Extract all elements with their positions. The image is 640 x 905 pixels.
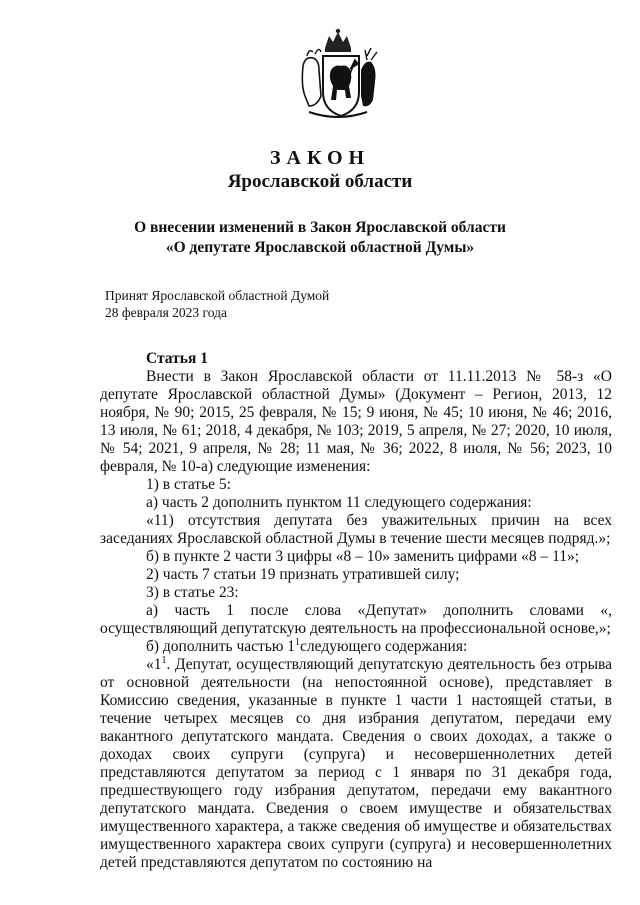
paragraph: 2) часть 7 статьи 19 признать утратившей силу; <box>146 566 460 583</box>
law-heading-line-1: О внесении изменений в Закон Ярославской области <box>134 219 506 236</box>
paragraph-text: . Депутат, осуществляющий депутатскую деятельность без отрыва от основной деятельности (на непостоянной основе), представляет в Комиссию сведения, указанные в пункте 1 части 1 настоящей статьи, в течение четырех месяцев со дня избрания депутатом, передачи ему вакантного депутатского мандата. Сведения о своих доходах, а также о доходах своих супруги (супруга) и несовершеннолетних детей представляются депутатом за период с 1 января по 31 декабря года, предшествующего году избрания депутатом, передачи ему вакантного депутатского мандата. Сведения о своем имуществе и обязательствах имущественного характера, а также сведения об имуществе и обязательствах имущественного характера своих супруги (супруга) и несовершеннолетних детей представляются депутатом по состоянию на <box>100 656 612 871</box>
paragraph: «11) отсутствия депутата без уважительных причин на всех заседаниях Ярославской областной Думы в течение шести месяцев подряд.»; <box>100 512 612 547</box>
paragraph: 3) в статье 23: <box>146 584 239 601</box>
crown-icon <box>325 29 351 52</box>
yaroslavl-coat-of-arms-icon <box>295 26 381 122</box>
paragraph-text: б) дополнить частью 1 <box>146 638 296 655</box>
superscript: 1 <box>161 654 167 666</box>
paragraph: б) в пункте 2 части 3 цифры «8 – 10» заменить цифрами «8 – 11»; <box>146 548 580 565</box>
supporter-bear-icon <box>302 58 321 106</box>
paragraph-quoted-part <box>100 656 612 872</box>
adoption-info <box>105 287 329 321</box>
document-subtitle: Ярославской области <box>227 171 413 192</box>
paragraph: а) часть 2 дополнить пунктом 11 следующего содержания: <box>146 494 532 511</box>
paragraph-text: «1 <box>146 656 162 673</box>
paragraph: Внести в Закон Ярославской области от 11.11.2013 № 58-з «О депутате Ярославской областной Думы» (Документ – Регион, 2013, 12 ноября, № 90; 2015, 25 февраля, № 15; 9 июня, № 45; 10 июня, № 46; 2016, 13 июля, № 61; 2018, 4 декабря, № 103; 2019, 5 апреля, № 27; 2020, 10 июля, № 54; 2021, 9 апреля, № 28; 11 мая, № 36; 2022, 8 июля, № 56; 2023, 10 февраля, № 10-а) следующие изменения: <box>100 368 612 475</box>
document-body <box>100 350 612 872</box>
paragraph: 1) в статье 5: <box>146 476 231 493</box>
superscript: 1 <box>295 636 301 648</box>
paragraph: а) часть 1 после слова «Депутат» дополнить словами «, осуществляющий депутатскую деятельность на профессиональной основе,»; <box>100 602 612 637</box>
adoption-body: Принят Ярославской областной Думой <box>105 288 330 303</box>
paragraph-text: следующего содержания: <box>300 638 468 655</box>
adoption-date: 28 февраля 2023 года <box>105 305 227 320</box>
document-title: ЗАКОН <box>269 147 371 169</box>
supporter-deer-icon <box>361 62 376 107</box>
law-heading-line-2: «О депутате Ярославской областной Думы» <box>165 239 475 256</box>
article-title: Статья 1 <box>146 350 208 367</box>
law-heading <box>0 218 640 258</box>
paragraph-part-1-1 <box>100 638 612 656</box>
